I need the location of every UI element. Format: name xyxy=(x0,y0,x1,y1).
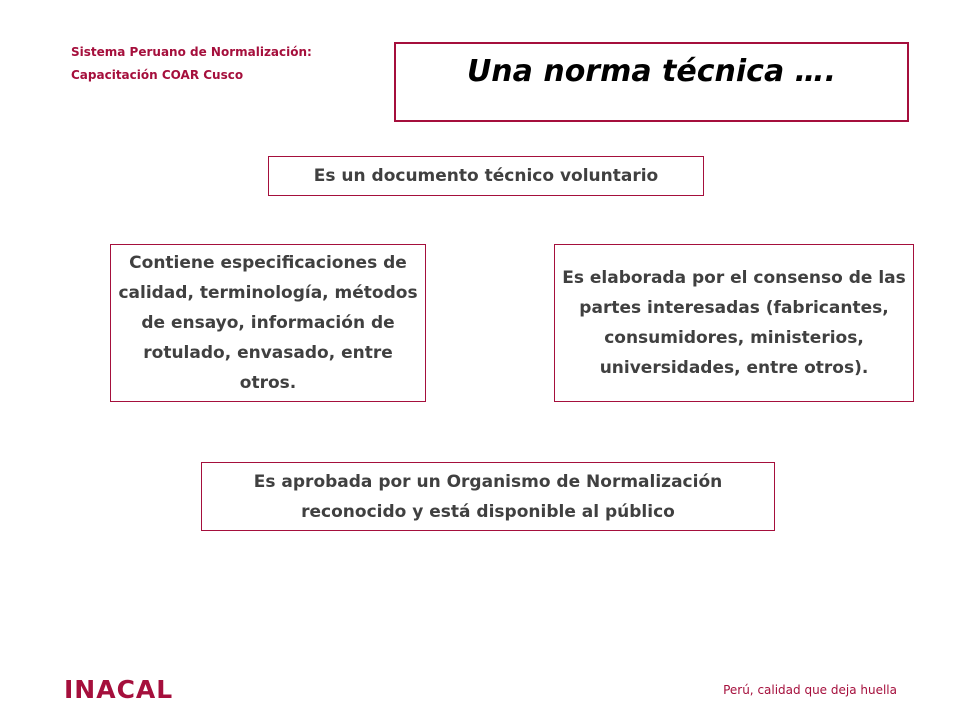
box-aprobacion-text: Es aprobada por un Organismo de Normalización reconocido y está disponible al público xyxy=(253,471,723,522)
title-box xyxy=(394,42,909,122)
box-consenso-text: Es elaborada por el consenso de las partes interesadas (fabricantes, consumidores, ministerios, universidades, entre otros). xyxy=(562,268,906,378)
header-line-2: Capacitación COAR Cusco xyxy=(71,68,244,82)
box-documento-voluntario xyxy=(268,156,704,196)
header-line-1: Sistema Peruano de Normalización: xyxy=(71,45,312,59)
inacal-logo: INACAL xyxy=(64,675,174,704)
box-aprobacion xyxy=(201,462,775,531)
box-consenso xyxy=(554,244,914,402)
slide-title: Una norma técnica …. xyxy=(466,53,837,89)
box-especificaciones xyxy=(110,244,426,402)
footer-tagline: Perú, calidad que deja huella xyxy=(723,683,897,697)
box-documento-text: Es un documento técnico voluntario xyxy=(313,166,659,186)
box-especificaciones-text: Contiene especificaciones de calidad, terminología, métodos de ensayo, información de rotulado, envasado, entre otros. xyxy=(118,253,418,393)
